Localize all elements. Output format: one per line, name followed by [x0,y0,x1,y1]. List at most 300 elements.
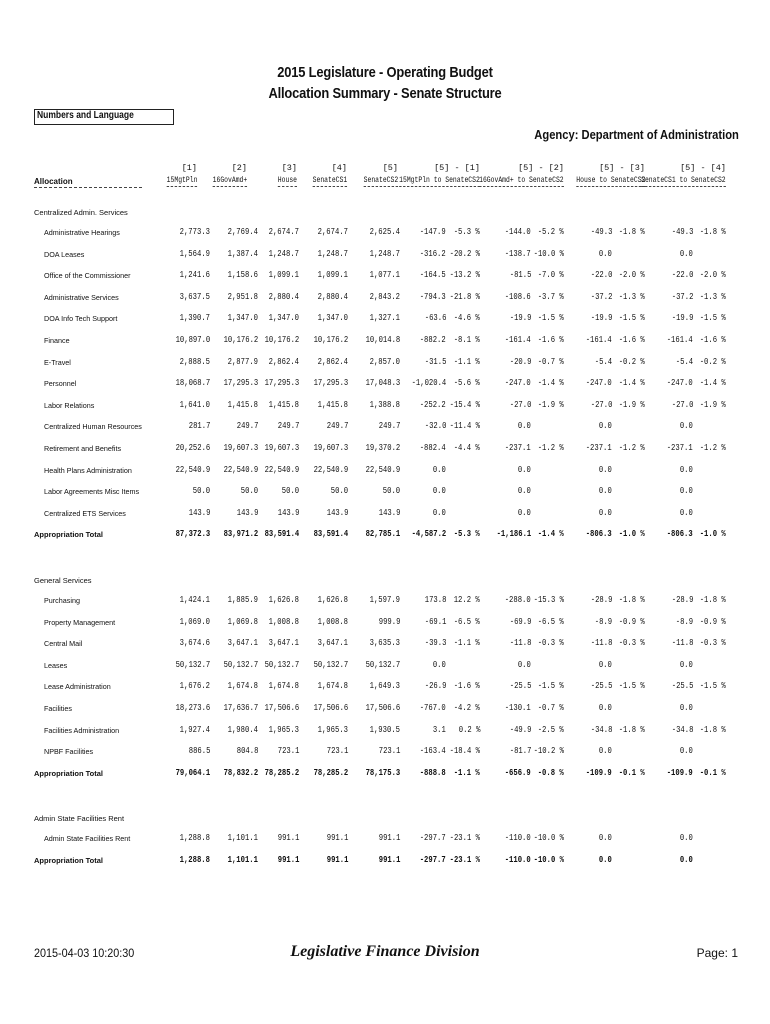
difference-amount-cell: -49.3 [590,227,612,237]
column-label-2: 16GovAmd+ [212,176,247,185]
difference-amount-cell: 0.0 [680,507,693,518]
difference-amount-cell: 0.0 [599,854,612,865]
value-cell: 19,607.3 [264,443,299,453]
value-cell: 249.7 [277,421,299,432]
difference-amount-cell: 0.0 [599,421,612,432]
difference-percent-cell: -0.1 % [619,767,645,778]
difference-percent-cell: -4.6 % [454,313,480,324]
value-cell: 10,176.2 [313,335,348,345]
value-cell: 19,370.2 [365,443,400,453]
value-cell: 1,388.8 [369,399,400,410]
value-cell: 50.0 [281,486,299,497]
value-cell: 2,773.3 [179,227,210,237]
value-cell: 991.1 [378,833,400,843]
value-cell: 1,965.3 [268,724,299,735]
difference-percent-cell: -23.1 % [449,833,480,843]
footer-timestamp: 2015-04-03 10:20:30 [34,946,135,960]
column-label-5: SenateCS2 [363,176,398,185]
difference-percent-cell: -18.4 % [449,746,480,757]
difference-amount-cell: -110.0 [505,833,531,843]
value-cell: 143.9 [236,507,258,518]
difference-amount-cell: 0.0 [518,659,531,670]
difference-amount-cell: 0.0 [599,703,612,713]
difference-percent-cell: -0.3 % [538,638,564,649]
difference-amount-cell: -806.3 [667,529,693,540]
difference-percent-cell: -0.2 % [619,356,645,367]
difference-percent-cell: -4.2 % [454,703,480,713]
difference-amount-cell: -297.7 [420,833,446,843]
allocation-label: Office of the Commissioner [44,271,131,281]
difference-percent-cell: -6.5 % [454,616,480,627]
value-cell: 2,880.4 [268,291,299,302]
difference-amount-cell: -247.0 [586,378,612,389]
difference-amount-cell: 0.0 [433,464,446,475]
column-number-4: [4] [331,163,347,173]
difference-amount-cell: -237.1 [667,443,693,453]
footer-division: Legislative Finance Division [290,943,480,960]
value-cell: 1,674.8 [268,681,299,692]
difference-percent-cell: -10.0 % [533,248,564,259]
difference-percent-cell: -8.1 % [454,335,480,345]
allocation-label: DOA Leases [44,249,85,259]
value-cell: 1,387.4 [227,248,258,259]
difference-percent-cell: -0.9 % [700,616,726,627]
value-cell: 1,077.1 [369,270,400,281]
value-cell: 281.7 [188,421,210,432]
difference-amount-cell: -20.9 [509,356,531,367]
column-label-1: 15MgtPln [166,176,197,185]
value-cell: 1,099.1 [317,270,348,281]
difference-amount-cell: -767.0 [420,703,446,713]
value-cell: 10,176.2 [264,335,299,345]
allocation-label: E-Travel [44,357,71,367]
value-cell: 1,101.1 [227,854,258,865]
difference-amount-cell: 0.0 [518,421,531,432]
difference-amount-cell: 0.0 [599,486,612,497]
difference-percent-cell: -0.7 % [538,703,564,713]
value-cell: 20,252.6 [175,443,210,453]
difference-percent-cell: -10.0 % [533,833,564,843]
difference-amount-cell: -110.0 [505,854,531,865]
difference-amount-cell: -69.1 [424,616,446,627]
value-cell: 50,132.7 [264,659,299,670]
value-cell: 50,132.7 [313,659,348,670]
difference-amount-cell: -138.7 [505,248,531,259]
value-cell: 249.7 [378,421,400,432]
difference-amount-cell: -164.5 [420,270,446,281]
value-cell: 50,132.7 [365,659,400,670]
difference-percent-cell: 0.2 % [458,724,480,735]
difference-amount-cell: -19.9 [671,313,693,324]
value-cell: 1,347.0 [317,313,348,324]
difference-percent-cell: -1.8 % [700,724,726,735]
value-cell: 1,248.7 [317,248,348,259]
difference-amount-cell: 0.0 [599,248,612,259]
report-title-line1: 2015 Legislature - Operating Budget [277,64,493,81]
difference-percent-cell: -0.1 % [700,767,726,778]
value-cell: 87,372.3 [175,529,210,540]
column-number-7: [5] - [2] [518,163,564,173]
allocation-label: Centralized ETS Services [44,508,126,518]
difference-percent-cell: -1.0 % [619,529,645,540]
value-cell: 2,674.7 [317,227,348,237]
difference-amount-cell: -656.9 [505,767,531,778]
difference-amount-cell: 0.0 [680,421,693,432]
difference-percent-cell: -1.6 % [700,335,726,345]
difference-percent-cell: -1.5 % [538,681,564,692]
difference-percent-cell: -6.5 % [538,616,564,627]
difference-percent-cell: -10.2 % [533,746,564,757]
value-cell: 1,424.1 [179,595,210,605]
value-cell: 19,607.3 [223,443,258,453]
column-label-7: 16GovAmd+ to SenateCS2 [479,176,564,185]
value-cell: 1,008.8 [317,616,348,627]
column-number-9: [5] - [4] [680,163,726,173]
value-cell: 1,008.8 [268,616,299,627]
difference-percent-cell: -1.1 % [454,638,480,649]
value-cell: 1,248.7 [268,248,299,259]
difference-percent-cell: -4.4 % [454,443,480,453]
difference-amount-cell: -37.2 [671,291,693,302]
value-cell: 78,285.2 [313,767,348,778]
difference-amount-cell: -34.8 [671,724,693,735]
difference-amount-cell: -109.9 [667,767,693,778]
difference-percent-cell: -1.6 % [454,681,480,692]
difference-amount-cell: -27.0 [671,399,693,410]
difference-amount-cell: -882.4 [420,443,446,453]
difference-percent-cell: -15.4 % [449,399,480,410]
value-cell: 1,101.1 [227,833,258,843]
value-cell: 804.8 [236,746,258,757]
value-cell: 10,897.0 [175,335,210,345]
difference-percent-cell: -0.3 % [619,638,645,649]
difference-amount-cell: -28.9 [590,595,612,605]
value-cell: 723.1 [277,746,299,757]
difference-percent-cell: -2.5 % [538,724,564,735]
value-cell: 1,241.6 [179,270,210,281]
difference-percent-cell: -1.8 % [700,227,726,237]
difference-percent-cell: -1.1 % [454,767,480,778]
value-cell: 1,626.8 [268,595,299,605]
value-cell: 17,048.3 [365,378,400,389]
difference-amount-cell: -247.0 [667,378,693,389]
difference-amount-cell: -1,020.4 [411,378,446,389]
value-cell: 10,176.2 [223,335,258,345]
value-cell: 249.7 [326,421,348,432]
value-cell: 1,390.7 [179,313,210,324]
difference-percent-cell: -1.3 % [619,291,645,302]
value-cell: 1,965.3 [317,724,348,735]
value-cell: 1,248.7 [369,248,400,259]
difference-amount-cell: -63.6 [424,313,446,324]
allocation-label: Retirement and Benefits [44,444,122,453]
value-cell: 991.1 [277,833,299,843]
value-cell: 3,674.6 [179,638,210,649]
difference-percent-cell: -0.8 % [538,767,564,778]
value-cell: 1,288.8 [179,854,210,865]
allocation-label: Property Management [44,617,116,627]
difference-amount-cell: 0.0 [599,833,612,843]
difference-amount-cell: -25.5 [671,681,693,692]
agency-label: Agency: Department of Administration [534,127,739,142]
difference-amount-cell: 0.0 [433,486,446,497]
difference-amount-cell: -297.7 [420,854,446,865]
difference-amount-cell: -1,186.1 [496,529,531,540]
value-cell: 2,674.7 [268,227,299,237]
value-cell: 17,295.3 [264,378,299,389]
difference-amount-cell: -806.3 [586,529,612,540]
value-cell: 17,506.6 [264,703,299,713]
value-cell: 2,877.9 [227,356,258,367]
value-cell: 723.1 [378,746,400,757]
difference-amount-cell: -26.9 [424,681,446,692]
column-number-8: [5] - [3] [599,163,645,173]
difference-amount-cell: -237.1 [586,443,612,453]
allocation-label: Purchasing [44,596,80,605]
difference-amount-cell: -11.8 [671,638,693,649]
difference-percent-cell: -1.5 % [619,313,645,324]
value-cell: 2,880.4 [317,291,348,302]
value-cell: 1,099.1 [268,270,299,281]
allocation-label: NPBF Facilities [44,747,94,757]
column-label-8: House to SenateCS2 [575,176,645,185]
value-cell: 17,636.7 [223,703,258,713]
value-cell: 2,951.8 [227,291,258,302]
difference-percent-cell: 12.2 % [454,595,480,605]
difference-amount-cell: 0.0 [518,486,531,497]
value-cell: 78,832.2 [223,767,258,778]
difference-amount-cell: -144.0 [505,227,531,237]
difference-percent-cell: -1.6 % [619,335,645,345]
column-number-5: [5] [382,163,398,173]
difference-amount-cell: -37.2 [590,291,612,302]
value-cell: 1,347.0 [268,313,299,324]
difference-percent-cell: -7.0 % [538,270,564,281]
column-number-1: [1] [181,163,197,173]
value-cell: 1,597.9 [369,595,400,605]
difference-percent-cell: -5.3 % [454,227,480,237]
allocation-column-header: Allocation [34,177,142,188]
value-cell: 3,647.1 [227,638,258,649]
difference-percent-cell: -1.2 % [538,443,564,453]
value-cell: 50.0 [382,486,400,497]
difference-amount-cell: 0.0 [518,464,531,475]
section-title: General Services [34,576,92,585]
difference-amount-cell: -4,587.2 [411,529,446,540]
value-cell: 10,014.8 [365,335,400,345]
difference-percent-cell: -1.1 % [454,356,480,367]
value-cell: 1,415.8 [268,399,299,410]
allocation-label: Labor Relations [44,400,95,410]
value-cell: 50.0 [330,486,348,497]
value-cell: 1,930.5 [369,724,400,735]
value-cell: 50,132.7 [223,659,258,670]
value-cell: 1,885.9 [227,595,258,605]
value-cell: 2,769.4 [227,227,258,237]
value-cell: 999.9 [378,616,400,627]
difference-amount-cell: -25.5 [590,681,612,692]
difference-amount-cell: 0.0 [680,486,693,497]
difference-percent-cell: -2.0 % [700,270,726,281]
allocation-label: Labor Agreements Misc Items [44,487,140,497]
difference-amount-cell: 0.0 [518,507,531,518]
value-cell: 143.9 [378,507,400,518]
value-cell: 1,641.0 [179,399,210,410]
difference-amount-cell: 0.0 [680,854,693,865]
difference-amount-cell: -22.0 [590,270,612,281]
allocation-label: Administrative Hearings [44,228,120,237]
difference-percent-cell: -15.3 % [533,595,564,605]
column-label-6: 15MgtPln to SenateCS2 [399,176,480,185]
difference-amount-cell: -19.9 [590,313,612,324]
allocation-label: Lease Administration [44,682,111,692]
difference-amount-cell: -81.5 [509,270,531,281]
difference-percent-cell: -1.2 % [700,443,726,453]
value-cell: 991.1 [326,854,348,865]
difference-percent-cell: -1.4 % [619,378,645,389]
value-cell: 83,971.2 [223,529,258,540]
appropriation-total-label: Appropriation Total [34,530,104,540]
value-cell: 1,674.8 [227,681,258,692]
column-label-3: House [277,176,297,185]
difference-percent-cell: -1.4 % [538,378,564,389]
difference-amount-cell: 0.0 [433,659,446,670]
difference-percent-cell: -21.8 % [449,291,480,302]
value-cell: 1,069.0 [179,616,210,627]
value-cell: 1,347.0 [227,313,258,324]
value-cell: 1,649.3 [369,681,400,692]
value-cell: 1,626.8 [317,595,348,605]
allocation-label: Central Mail [44,639,83,649]
difference-percent-cell: -0.2 % [700,356,726,367]
value-cell: 50.0 [192,486,210,497]
value-cell: 991.1 [378,854,400,865]
appropriation-total-label: Appropriation Total [34,855,104,865]
difference-amount-cell: -163.4 [420,746,446,757]
column-number-3: [3] [281,163,297,173]
difference-amount-cell: -49.9 [509,724,531,735]
difference-amount-cell: -11.8 [509,638,531,649]
value-cell: 3,647.1 [317,638,348,649]
value-cell: 17,506.6 [313,703,348,713]
difference-amount-cell: -69.9 [509,616,531,627]
value-cell: 143.9 [326,507,348,518]
value-cell: 3,635.3 [369,638,400,649]
difference-amount-cell: -25.5 [509,681,531,692]
difference-amount-cell: 0.0 [680,248,693,259]
allocation-label: Personnel [44,379,77,389]
allocation-label: Leases [44,660,68,670]
value-cell: 143.9 [277,507,299,518]
difference-percent-cell: -1.6 % [538,335,564,345]
difference-amount-cell: -147.9 [420,227,446,237]
value-cell: 22,540.9 [223,464,258,475]
difference-amount-cell: 0.0 [680,659,693,670]
difference-percent-cell: -1.5 % [700,313,726,324]
value-cell: 78,175.3 [365,767,400,778]
difference-amount-cell: 0.0 [680,464,693,475]
difference-amount-cell: -161.4 [667,335,693,345]
difference-amount-cell: -32.0 [424,421,446,432]
difference-amount-cell: -109.9 [586,767,612,778]
allocation-label: Admin State Facilities Rent [44,834,131,843]
difference-amount-cell: -161.4 [586,335,612,345]
footer-page-number: Page: 1 [696,946,738,960]
value-cell: 991.1 [326,833,348,843]
value-cell: 1,069.8 [227,616,258,627]
column-number-2: [2] [231,163,247,173]
numbers-language-label: Numbers and Language [37,110,134,121]
value-cell: 1,927.4 [179,724,210,735]
value-cell: 991.1 [277,854,299,865]
difference-amount-cell: -288.0 [505,595,531,605]
difference-amount-cell: -316.2 [420,248,446,259]
difference-percent-cell: -5.6 % [454,378,480,389]
value-cell: 22,540.9 [175,464,210,475]
difference-amount-cell: -34.8 [590,724,612,735]
value-cell: 50.0 [240,486,258,497]
value-cell: 83,591.4 [313,529,348,540]
allocation-label: Facilities Administration [44,725,120,735]
value-cell: 18,273.6 [175,703,210,713]
difference-amount-cell: -130.1 [505,703,531,713]
difference-amount-cell: 3.1 [433,724,446,735]
difference-amount-cell: -252.2 [420,399,446,410]
difference-amount-cell: 0.0 [680,703,693,713]
allocation-label: Administrative Services [44,292,119,302]
difference-percent-cell: -1.9 % [700,399,726,410]
difference-amount-cell: -882.2 [420,335,446,345]
value-cell: 22,540.9 [313,464,348,475]
value-cell: 2,857.0 [369,356,400,367]
difference-percent-cell: -1.5 % [619,681,645,692]
difference-percent-cell: -1.9 % [538,399,564,410]
difference-amount-cell: -237.1 [505,443,531,453]
value-cell: 2,625.4 [369,227,400,237]
value-cell: 17,295.3 [313,378,348,389]
difference-percent-cell: -1.8 % [619,227,645,237]
section-title: Centralized Admin. Services [34,208,128,217]
appropriation-total-label: Appropriation Total [34,768,104,778]
value-cell: 2,888.5 [179,356,210,367]
difference-amount-cell: 0.0 [433,507,446,518]
difference-amount-cell: -22.0 [671,270,693,281]
section-title: Admin State Facilities Rent [34,814,125,823]
value-cell: 1,564.9 [179,248,210,259]
value-cell: 22,540.9 [264,464,299,475]
difference-amount-cell: -794.3 [420,291,446,302]
difference-percent-cell: -5.3 % [454,529,480,540]
value-cell: 50,132.7 [175,659,210,670]
value-cell: 1,158.6 [227,270,258,281]
difference-percent-cell: -1.3 % [700,291,726,302]
difference-percent-cell: -2.0 % [619,270,645,281]
difference-percent-cell: -10.0 % [533,854,564,865]
value-cell: 19,607.3 [313,443,348,453]
value-cell: 3,647.1 [268,638,299,649]
allocation-label: Health Plans Administration [44,465,132,475]
value-cell: 723.1 [326,746,348,757]
difference-amount-cell: -19.9 [509,313,531,324]
allocation-label: DOA Info Tech Support [44,314,118,324]
difference-amount-cell: -27.0 [509,399,531,410]
difference-amount-cell: 0.0 [599,464,612,475]
difference-amount-cell: -81.7 [509,746,531,757]
difference-amount-cell: -49.3 [671,227,693,237]
difference-percent-cell: -1.5 % [700,681,726,692]
value-cell: 1,980.4 [227,724,258,735]
value-cell: 82,785.1 [365,529,400,540]
